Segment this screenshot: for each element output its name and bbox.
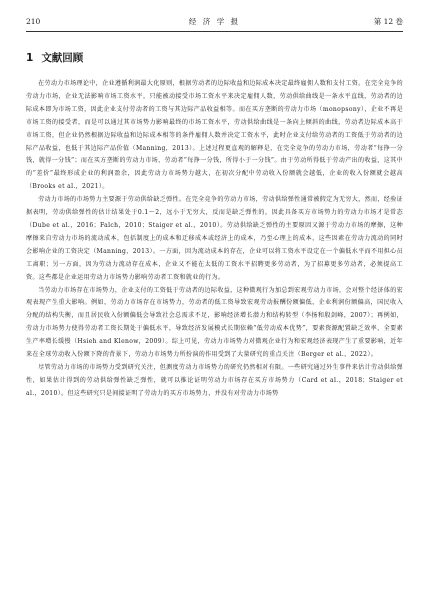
paragraph: 劳动力市场的市场势力主要源于劳动供给缺乏弹性。在完全竞争的劳动力市场，劳动供给弹性通常被假定为无穷大，然而，经验证据表明，劳动供给弹性的估计结果处于0.1～2，远小于无穷大，反而是缺乏弹性的，因此具备买方市场势力的劳动力市场才是常态（Dube et al.，2016；Falch，2010；Staiger et al.，2010）。劳动供给缺乏弹性的主要原因又源于劳动力市场的摩擦，这种摩擦来自劳动力市场的流动成本，包括制度上的成本和迁移成本或经济上的成本，乃至心理上的成本，这些因素在劳动力流动的同时会影响企业的工资决定（Manning，2013）。一方面，因为流动成本的存在，企业可以将工资水平设定在一个偏低水平而不用担心员工离职；另一方面，因为劳动力流动存在成本，企业又不能在太低的工资水平招聘更多劳动者，为了招募更多劳动者，必须提高工资。这些都是企业运用劳动力市场势力影响劳动者工资和就业的行为。 [26, 196, 403, 281]
section-heading [26, 50, 83, 65]
section-title: 文献回顾 [41, 52, 84, 64]
header-rule [26, 31, 403, 32]
issue-label: 第 12 卷 [373, 17, 403, 26]
paragraph: 尽管劳动力市场的市场势力受到研究关注，但测度劳动力市场势力的研究仍然相对有限。一些研究通过外生事件来估计劳动供给弹性，如果估计得到的劳动供给弹性缺乏弹性，就可以推论证明劳动力市场存在买方市场势力（Card et al.，2018；Staiger et al.，2010）。但这些研究只是间接证明了劳动力的买方市场势力，并没有对劳动力市场势 [26, 363, 403, 397]
page-number: 210 [26, 17, 41, 26]
paragraph: 在劳动力市场理论中，企业遵循利润最大化原则，根据劳动者的边际收益和边际成本决定最终雇佣人数和支付工资。在完全竞争的劳动力市场，企业无法影响市场工资水平，只能被动接受市场工资水平来决定雇佣人数，劳动供给曲线是一条水平直线，劳动者的边际成本即为市场工资，因此企业支付劳动者的工资与其边际产品收益相等。而在买方垄断的劳动力市场（monopsony），企业不再是市场工资的接受者，而是可以通过其市场势力影响最终的市场工资水平，劳动供给曲线是一条向上倾斜的曲线，劳动者边际成本高于市场工资，但企业仍然根据边际收益和边际成本相等的条件雇佣人数并决定工资水平，此时企业支付给劳动者的工资低于劳动者的边际产品收益，也低于其边际产品价值（Manning，2013）。上述过程更直观的解释是，在完全竞争的劳动力市场，劳动者“每挣一分钱，就得一分钱”；而在买方垄断的劳动力市场，劳动者“每挣一分钱，所得小于一分钱”。由于劳动所得低于劳动产出的收益，这其中的“差价”最终形成企业的利润盈余，因此劳动力市场势力越大，在初次分配中劳动收入份额就会越低，企业的收入份额就会越高（Brooks et al.，2021）。 [26, 80, 403, 191]
body-text [26, 78, 403, 401]
paragraph: 当劳动力市场存在市场势力，企业支付的工资低于劳动者的边际收益，这种微观行为加总到宏观劳动力市场，会对整个经济体的宏观表现产生重大影响。例如，劳动力市场存在市场势力，劳动者的低工资导致宏观劳动报酬份额偏低，企业利润份额偏高，国民收入分配的结构失衡，而且居民收入份额偏低会导致社会总需求不足，影响经济增长潜力和结构转型（李扬和殷剑峰，2007）；再例如，劳动力市场势力使得劳动者工资长期处于偏低水平，导致经济发展模式长期依赖“低劳动成本优势”，要素资源配置缺乏效率，全要素生产率增长缓慢（Hsieh and Klenow，2009）。综上可见，劳动力市场势力对微观企业行为和宏观经济表现产生了重要影响，近年来在全球劳动收入份额下降的背景下，劳动力市场势力所扮演的作用受到了大量研究的重点关注（Berger et al.，2022）。 [26, 286, 403, 359]
journal-name: 经 济 学 报 [188, 17, 241, 26]
running-header [26, 14, 403, 30]
section-number: 1 [26, 52, 34, 64]
